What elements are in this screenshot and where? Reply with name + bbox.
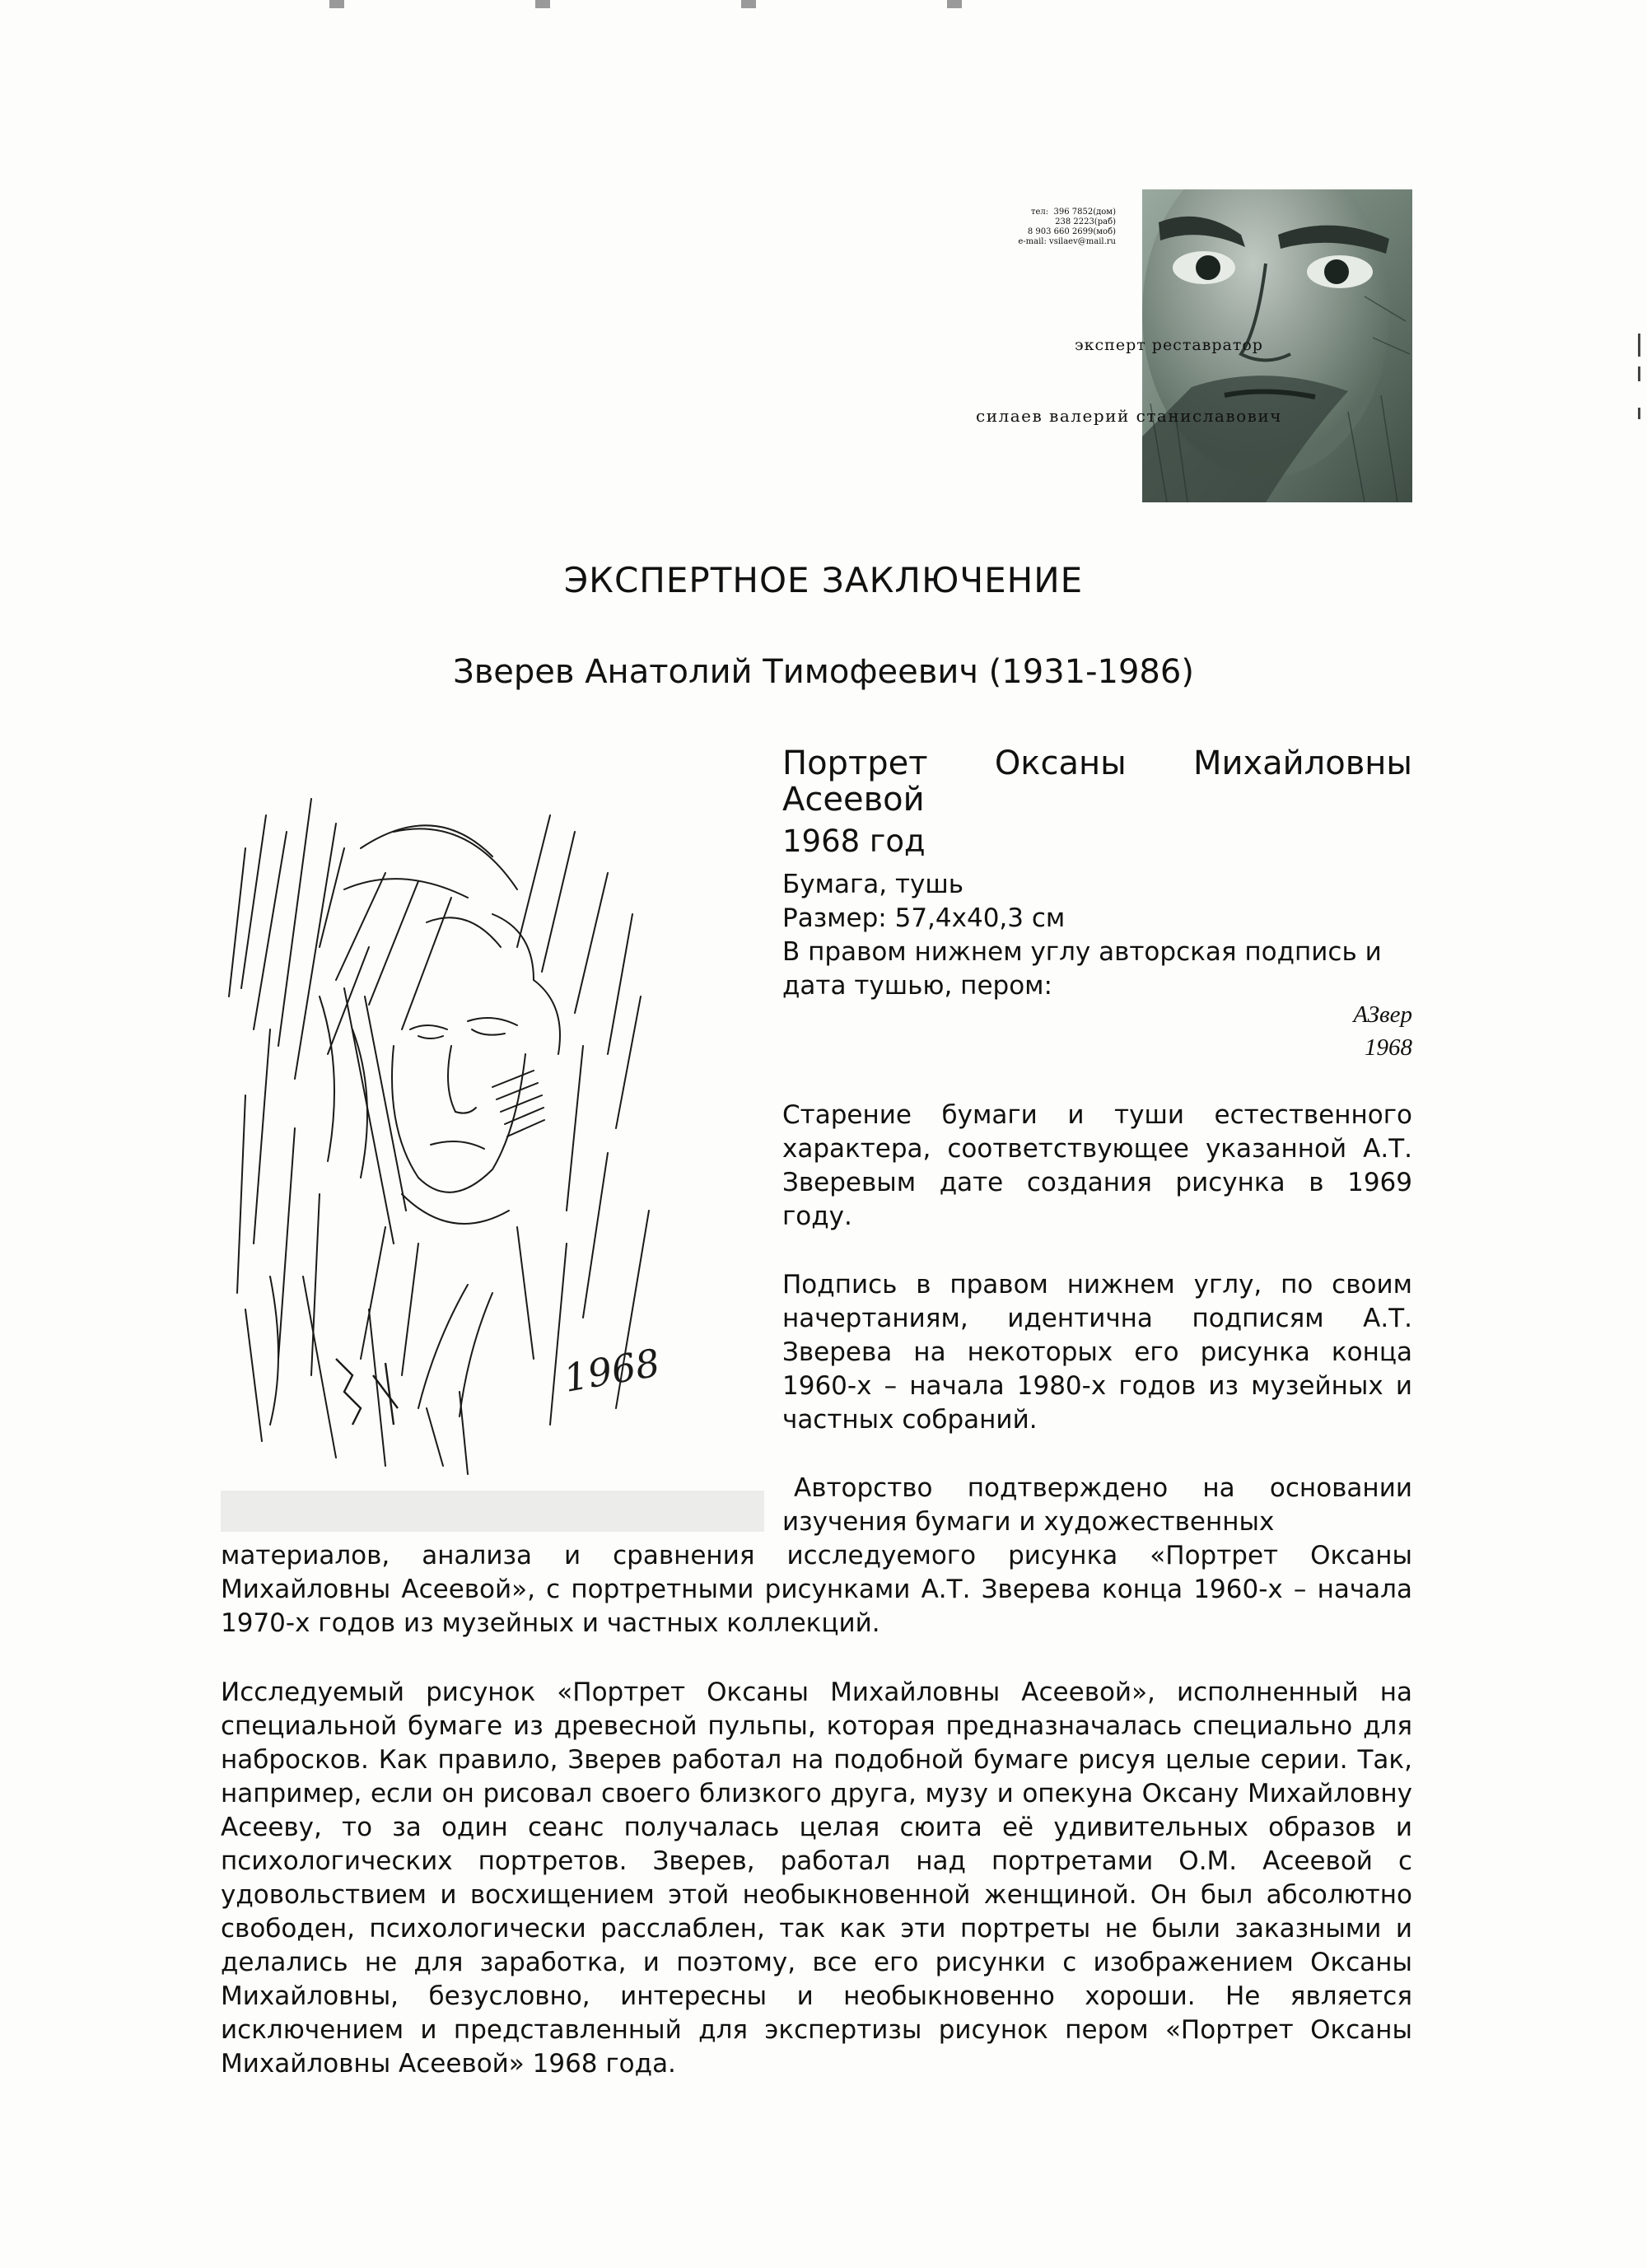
artwork-details xyxy=(782,868,1412,1003)
artwork-title xyxy=(782,745,1412,818)
description-paragraph: Исследуемый рисунок «Портрет Оксаны Михайловны Асеевой», исполненный на специальной бумаге из древесной пульпы, которая предназначалась специально для набросков. Как правило, Зверев работал на подобной бумаге рисуя целые серии. Так, например, если он рисовал своего близкого друга, музу и опекуна Оксану Михайловну Асееву, то за один сеанс получалась целая сюита её удивительных образов и психологических портретов. Зверев, работал над портретами О.М. Асеевой с удовольствием и восхищением этой необыкновенной женщиной. Он был абсолютно свободен, психологически расслаблен, так как эти портреты не были заказными и делались не для заработка, и поэтому, все его рисунки с изображением Оксаны Михайловны, безусловно, интересны и необыкновенно хороши. Не является исключением и представленный для экспертизы рисунок пером «Портрет Оксаны Михайловны Асеевой» 1968 года. xyxy=(221,1678,1412,2079)
artwork-size: Размер: 57,4х40,3 см xyxy=(782,903,1066,933)
scan-edge-mark xyxy=(1638,366,1640,381)
contact-email: e-mail: vsilaev@mail.ru xyxy=(1018,237,1116,246)
aging-paragraph: Старение бумаги и туши естественного характера, соответствующее указанной А.Т. Зверевым дате создания рисунка в 1969 году. xyxy=(782,1100,1412,1231)
artist-name: Зверев Анатолий Тимофеевич (1931-1986) xyxy=(453,653,1194,691)
artwork-year: 1968 год xyxy=(782,824,926,859)
signature-match-paragraph: Подпись в правом нижнем углу, по своим начертаниям, идентична подписям А.Т. Зверева на некоторых его рисунка конца 1960-х – начала 1980-х годов из музейных и частных собраний. xyxy=(782,1270,1412,1435)
scan-edge-marks xyxy=(0,0,1647,18)
contact-details xyxy=(968,208,1116,247)
contact-phone-home: тел: 396 7852(дом) xyxy=(1030,208,1116,217)
signature-year: 1968 xyxy=(1365,1034,1412,1061)
letterhead-name: силаев валерий станиславович xyxy=(976,406,1282,426)
letterhead-role: эксперт реставратор xyxy=(1075,336,1263,354)
scan-edge-mark xyxy=(1638,334,1640,357)
artwork-title-line1: Портрет Оксаны Михайловны xyxy=(782,744,1412,782)
letterhead xyxy=(968,189,1412,502)
document-title: ЭКСПЕРТНОЕ ЗАКЛЮЧЕНИЕ xyxy=(563,560,1084,600)
contact-phone-work: 238 2223(раб) xyxy=(1055,217,1116,226)
artwork-title-line2: Асеевой xyxy=(782,781,925,819)
contact-phone-mobile: 8 903 660 2699(моб) xyxy=(1027,227,1116,236)
authorship-paragraph-start: Авторство подтверждено на основании изучения бумаги и художественных xyxy=(782,1473,1412,1537)
authorship-paragraph-continuation: материалов, анализа и сравнения исследуемого рисунка «Портрет Оксаны Михайловны Асеевой», с портретными рисунками А.Т. Зверева конца 1960-х – начала 1970-х годов из музейных и частных коллекций. xyxy=(221,1541,1412,1638)
artwork-medium: Бумага, тушь xyxy=(782,870,964,899)
signature-text: АЗвер xyxy=(1353,1001,1412,1028)
drawing-inscription-date: 1968 xyxy=(560,1340,664,1401)
artwork-drawing xyxy=(221,782,764,1532)
scan-edge-mark xyxy=(1638,408,1640,419)
signature-note: В правом нижнем углу авторская подпись и дата тушью, пером: xyxy=(782,937,1382,1001)
